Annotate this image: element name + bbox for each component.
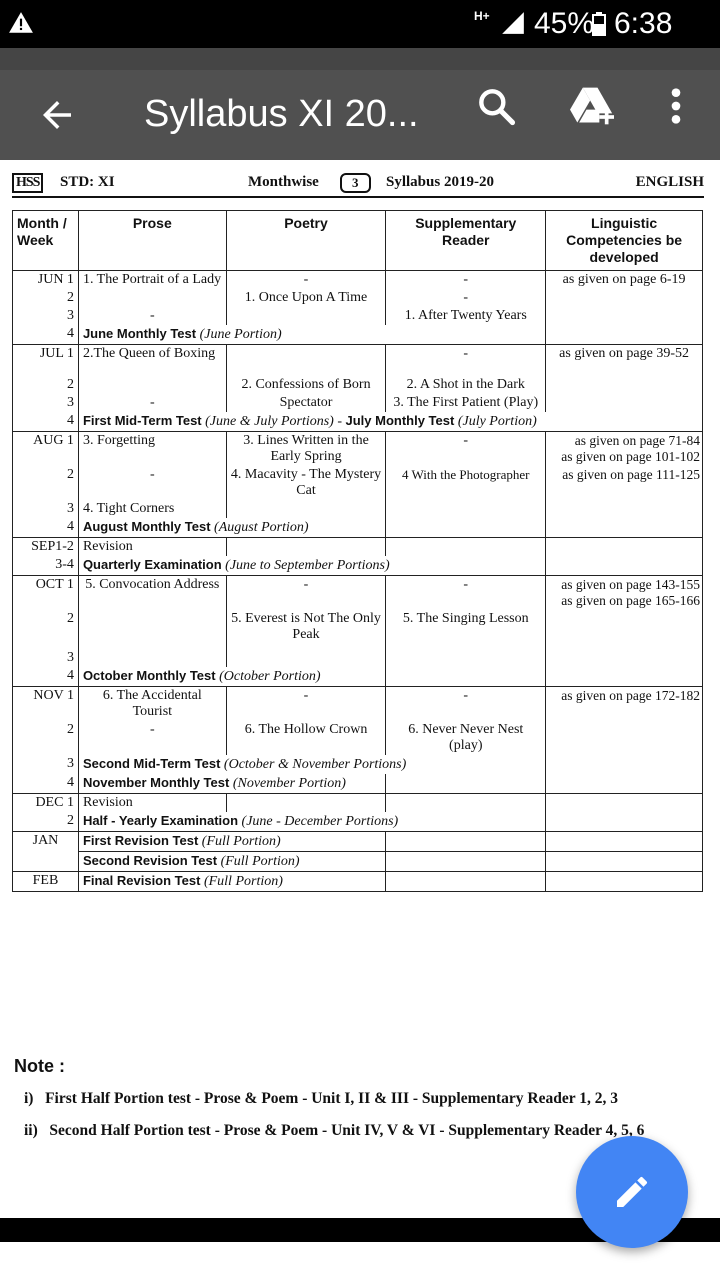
test-name: Final Revision Test <box>82 873 201 888</box>
table-row <box>13 755 703 774</box>
poetry-cell: 4. Macavity - The Mystery Cat <box>226 466 386 500</box>
table-row <box>13 644 703 667</box>
test-portion: (June to September Portions) <box>225 558 390 573</box>
test-cell <box>78 852 385 872</box>
supp-cell <box>386 774 546 794</box>
supp-cell <box>386 852 546 872</box>
table-row <box>13 556 703 576</box>
table-row <box>13 872 703 892</box>
test-name: October Monthly Test <box>82 668 216 683</box>
poetry-cell: 5. Everest is Not The Only Peak <box>226 610 386 644</box>
table-row <box>13 794 703 813</box>
battery-percent: 45% <box>534 7 595 40</box>
table-row <box>13 271 703 290</box>
poetry-cell: 6. The Hollow Crown <box>226 721 386 755</box>
doc-header <box>12 170 704 196</box>
note-label: i) <box>24 1090 34 1107</box>
prose-cell: 6. The Accidental Tourist <box>78 687 226 722</box>
poetry-cell <box>226 538 386 557</box>
table-row <box>13 289 703 307</box>
table-row <box>13 363 703 394</box>
note-text: First Half Portion test - Prose & Poem - Unit I, II & III - Supplementary Reader 1, 2, 3 <box>45 1090 618 1107</box>
test-portion: (Full Portion) <box>203 874 283 889</box>
prose-cell: 4. Tight Corners <box>78 500 226 518</box>
ling-cell <box>546 721 703 755</box>
poetry-cell <box>226 644 386 667</box>
week-cell: 4 <box>13 518 79 538</box>
week-cell: 3 <box>13 307 79 325</box>
prose-cell: - <box>78 307 226 325</box>
supp-cell <box>386 500 546 518</box>
supp-cell <box>386 794 546 813</box>
table-row <box>13 576 703 611</box>
week-cell: 2 <box>13 721 79 755</box>
test-name: August Monthly Test <box>82 519 211 534</box>
test-portion: (June & July Portions) - <box>205 414 342 429</box>
edit-pencil-icon <box>612 1172 652 1212</box>
test-portion: (August Portion) <box>214 520 309 535</box>
poetry-cell: 2. Confessions of Born <box>226 363 386 394</box>
week-cell: 4 <box>13 667 79 687</box>
table-row <box>13 774 703 794</box>
note-item <box>24 1090 618 1108</box>
week-cell: 3-4 <box>13 556 79 576</box>
ling-cell <box>546 394 703 412</box>
hss-logo: HSS <box>12 173 43 193</box>
poetry-cell: - <box>226 271 386 290</box>
ling-cell <box>546 812 703 832</box>
supp-cell: - <box>386 271 546 290</box>
prose-cell: 2.The Queen of Boxing <box>78 345 226 364</box>
monthwise-label: Monthwise <box>248 174 319 190</box>
app-toolbar <box>0 70 720 160</box>
test-portion: (Full Portion) <box>201 834 281 849</box>
poetry-cell: - <box>226 576 386 611</box>
month-cell <box>13 852 79 872</box>
clock: 6:38 <box>614 7 673 40</box>
note-label: ii) <box>24 1122 38 1139</box>
page-number: 3 <box>340 173 371 193</box>
test-cell <box>78 812 545 832</box>
supp-cell <box>386 644 546 667</box>
week-cell: 4 <box>13 774 79 794</box>
week-cell: 2 <box>13 610 79 644</box>
ling-cell <box>546 644 703 667</box>
bottom-area <box>0 1242 720 1280</box>
ling-cell <box>546 774 703 794</box>
week-cell: 2 <box>13 363 79 394</box>
test-cell <box>78 832 385 852</box>
supp-cell: 1. After Twenty Years <box>386 307 546 325</box>
ling-cell <box>546 325 703 345</box>
supp-cell: - <box>386 432 546 467</box>
table-row <box>13 500 703 518</box>
prose-cell: - <box>78 466 226 500</box>
table-row <box>13 345 703 364</box>
ling-cell <box>546 307 703 325</box>
prose-cell: 1. The Portrait of a Lady <box>78 271 226 290</box>
supp-cell <box>386 538 546 557</box>
poetry-cell <box>226 345 386 364</box>
table-row <box>13 721 703 755</box>
ling-cell <box>546 872 703 892</box>
test-portion: (Full Portion) <box>220 854 300 869</box>
poetry-cell: Spectator <box>226 394 386 412</box>
table-row <box>13 325 703 345</box>
month-cell: JAN <box>13 832 79 852</box>
prose-cell: 3. Forgetting <box>78 432 226 467</box>
col-header-linguistic: Linguistic Competencies be developed <box>546 211 703 271</box>
ling-cell: as given on page 6-19 <box>546 271 703 290</box>
test-cell <box>78 872 385 892</box>
test-cell <box>78 556 545 576</box>
poetry-cell <box>226 307 386 325</box>
test-cell <box>78 774 385 794</box>
test-name: First Mid-Term Test <box>82 413 202 428</box>
supp-cell <box>386 832 546 852</box>
week-cell: 2 <box>13 466 79 500</box>
poetry-cell <box>226 500 386 518</box>
table-row <box>13 812 703 832</box>
ling-cell <box>546 289 703 307</box>
network-type: H+ <box>474 9 490 23</box>
test-name: Second Mid-Term Test <box>82 756 221 771</box>
ling-cell <box>546 518 703 538</box>
test-cell <box>78 325 545 345</box>
supp-cell: - <box>386 576 546 611</box>
supp-cell: - <box>386 687 546 722</box>
ling-cell <box>546 363 703 394</box>
std-label: STD: XI <box>60 174 115 190</box>
supp-cell: 3. The First Patient (Play) <box>386 394 546 412</box>
pdf-page <box>0 160 720 1218</box>
test-name: Second Revision Test <box>82 853 218 868</box>
back-arrow-icon[interactable] <box>36 94 78 136</box>
col-header-poetry: Poetry <box>226 211 386 271</box>
prose-cell <box>78 644 226 667</box>
test-cell <box>78 518 385 538</box>
ling-cell <box>546 538 703 557</box>
month-cell: JUL 1 <box>13 345 79 364</box>
test-portion: (July Portion) <box>457 414 537 429</box>
ling-cell: as given on page 111-125 <box>546 466 703 500</box>
poetry-cell <box>226 794 386 813</box>
test-name: July Monthly Test <box>345 413 455 428</box>
test-name: First Revision Test <box>82 833 199 848</box>
ling-text: as given on page 101-102 <box>561 449 700 464</box>
supp-cell: 5. The Singing Lesson <box>386 610 546 644</box>
month-cell: JUN 1 <box>13 271 79 290</box>
more-vert-icon[interactable] <box>664 86 688 126</box>
test-name: Quarterly Examination <box>82 557 222 572</box>
supp-cell <box>386 872 546 892</box>
prose-cell <box>78 289 226 307</box>
prose-cell: 5. Convocation Address <box>78 576 226 611</box>
test-name: June Monthly Test <box>82 326 197 341</box>
ling-cell: as given on page 39-52 <box>546 345 703 364</box>
prose-cell: Revision <box>78 794 226 813</box>
test-cell <box>78 755 545 774</box>
ling-cell <box>546 610 703 644</box>
test-portion: (October & November Portions) <box>223 757 407 772</box>
ling-cell <box>546 832 703 852</box>
month-cell: AUG 1 <box>13 432 79 467</box>
table-row <box>13 518 703 538</box>
test-portion: (November Portion) <box>232 776 346 791</box>
week-cell: 3 <box>13 644 79 667</box>
table-row <box>13 852 703 872</box>
supp-cell: 6. Never Never Nest (play) <box>386 721 546 755</box>
supp-cell: 2. A Shot in the Dark <box>386 363 546 394</box>
ling-text: as given on page 165-166 <box>561 593 700 608</box>
prose-cell <box>78 363 226 394</box>
supp-cell: 4 With the Photographer <box>386 466 546 500</box>
header-rule <box>12 196 704 198</box>
ling-cell <box>546 500 703 518</box>
test-name: November Monthly Test <box>82 775 230 790</box>
signal-icon <box>500 10 526 36</box>
syllabus-label: Syllabus 2019-20 <box>386 174 494 190</box>
subject-label: ENGLISH <box>635 174 704 190</box>
note-item <box>24 1122 644 1140</box>
ling-cell <box>546 794 703 813</box>
table-row <box>13 394 703 412</box>
search-icon[interactable] <box>474 84 518 128</box>
ling-cell <box>546 852 703 872</box>
table-row <box>13 307 703 325</box>
table-row <box>13 832 703 852</box>
table-row <box>13 432 703 467</box>
month-cell: DEC 1 <box>13 794 79 813</box>
status-bar <box>0 0 720 48</box>
syllabus-table <box>12 210 703 892</box>
col-header-month: Month / Week <box>13 211 79 271</box>
supp-cell <box>386 518 546 538</box>
month-cell: SEP1-2 <box>13 538 79 557</box>
test-portion: (June Portion) <box>199 327 282 342</box>
note-heading: Note : <box>14 1056 65 1076</box>
table-header-row <box>13 211 703 271</box>
month-cell: FEB <box>13 872 79 892</box>
table-row <box>13 412 703 432</box>
ling-cell <box>546 667 703 687</box>
week-cell: 4 <box>13 412 79 432</box>
table-row <box>13 466 703 500</box>
ling-cell <box>546 432 703 467</box>
ling-text: as given on page 71-84 <box>574 433 700 448</box>
month-cell: NOV 1 <box>13 687 79 722</box>
supp-cell <box>386 667 546 687</box>
prose-cell <box>78 610 226 644</box>
note-text: Second Half Portion test - Prose & Poem - Unit IV, V & VI - Supplementary Reader 4, 5, 6 <box>49 1122 645 1139</box>
ling-cell: as given on page 172-182 <box>546 687 703 722</box>
col-header-supplementary: Supplementary Reader <box>386 211 546 271</box>
prose-cell: - <box>78 721 226 755</box>
ling-text: as given on page 143-155 <box>561 577 700 592</box>
supp-cell: - <box>386 345 546 364</box>
ling-cell <box>546 755 703 774</box>
test-cell <box>78 667 385 687</box>
warning-icon <box>8 10 34 36</box>
week-cell: 3 <box>13 394 79 412</box>
ling-cell <box>546 556 703 576</box>
week-cell: 3 <box>13 755 79 774</box>
prose-cell: Revision <box>78 538 226 557</box>
month-cell: OCT 1 <box>13 576 79 611</box>
toolbar-divider <box>0 48 720 70</box>
test-portion: (June - December Portions) <box>241 814 399 829</box>
ling-cell <box>546 576 703 611</box>
table-row <box>13 667 703 687</box>
test-cell <box>78 412 702 432</box>
week-cell: 3 <box>13 500 79 518</box>
edit-button[interactable] <box>576 1136 688 1248</box>
add-to-drive-icon[interactable] <box>568 84 616 128</box>
table-row <box>13 610 703 644</box>
week-cell: 2 <box>13 289 79 307</box>
supp-cell: - <box>386 289 546 307</box>
battery-icon <box>592 12 606 36</box>
prose-cell: - <box>78 394 226 412</box>
poetry-cell: 3. Lines Written in the Early Spring <box>226 432 386 467</box>
document-title: Syllabus XI 20... <box>144 93 419 135</box>
week-cell: 4 <box>13 325 79 345</box>
test-name: Half - Yearly Examination <box>82 813 239 828</box>
table-row <box>13 538 703 557</box>
week-cell: 2 <box>13 812 79 832</box>
test-portion: (October Portion) <box>219 669 321 684</box>
poetry-cell: - <box>226 687 386 722</box>
table-row <box>13 687 703 722</box>
col-header-prose: Prose <box>78 211 226 271</box>
poetry-cell: 1. Once Upon A Time <box>226 289 386 307</box>
